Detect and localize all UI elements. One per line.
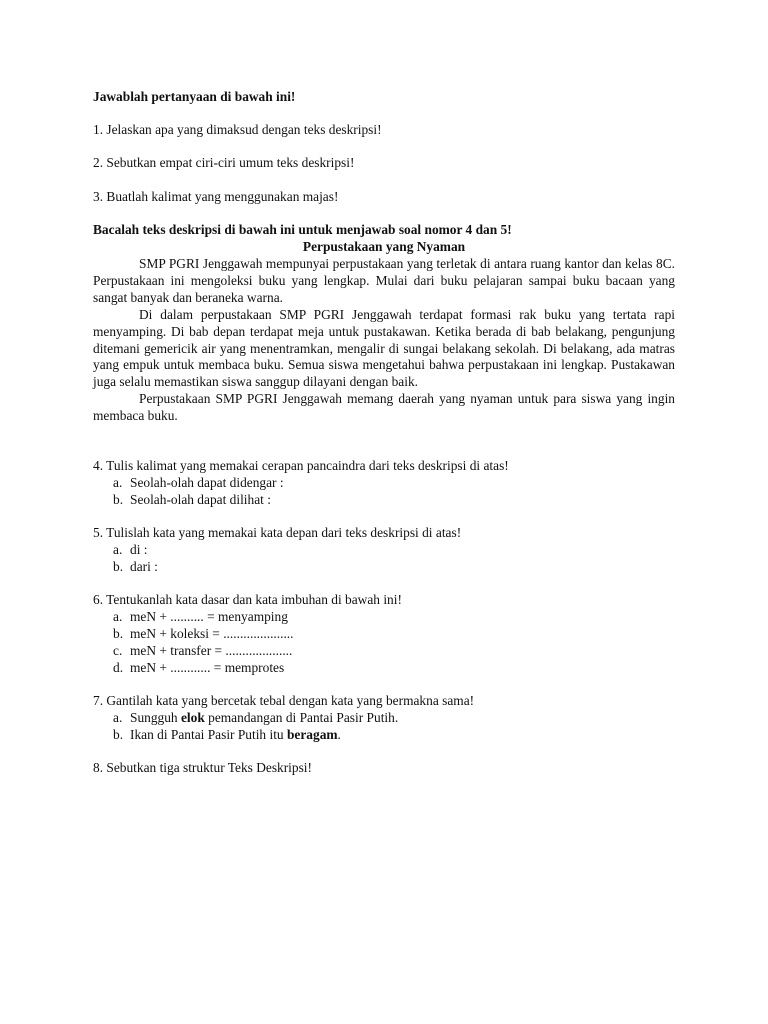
question-1: 1. Jelaskan apa yang dimaksud dengan teks deskripsi! (93, 122, 382, 137)
question-7: 7. Gantilah kata yang bercetak tebal dengan kata yang bermakna sama! (93, 693, 475, 708)
option-text: meN + ............ = memprotes (130, 660, 285, 675)
option-label: a. (113, 710, 123, 725)
option-text (130, 710, 398, 727)
option-label: b. (113, 727, 124, 742)
passage-paragraph-2: Di dalam perpustakaan SMP PGRI Jenggawah terdapat formasi rak buku yang tertata rapi menyamping. Di bab depan terdapat meja untuk pustakawan. Ketika berada di bab belakang, pengunjung ditemani gemericik air yang menentramkan, mengalir di sungai belakang sekolah. Di belakang, ada matras yang empuk untuk membaca buku. Semua siswa mengetahui bahwa perpustakaan ini lengkap. Pustakawan juga selalu memastikan siswa sanggup dilayani dengan baik. (93, 306, 675, 390)
question-8: 8. Sebutkan tiga struktur Teks Deskripsi! (93, 760, 312, 775)
instruction-heading: Jawablah pertanyaan di bawah ini! (93, 89, 296, 104)
text-after: . (337, 727, 341, 742)
option-text: dari : (130, 559, 158, 574)
option-text (130, 727, 341, 744)
text-before: Sungguh (130, 710, 181, 725)
option-label: c. (113, 643, 123, 658)
question-4: 4. Tulis kalimat yang memakai cerapan pancaindra dari teks deskripsi di atas! (93, 458, 509, 473)
option-label: b. (113, 626, 124, 641)
option-label: b. (113, 559, 124, 574)
text-after: pemandangan di Pantai Pasir Putih. (204, 710, 399, 725)
option-label: a. (113, 542, 123, 557)
option-text: meN + koleksi = ..................... (130, 626, 294, 641)
option-label: d. (113, 660, 124, 675)
option-text: meN + .......... = menyamping (130, 609, 288, 624)
option-label: a. (113, 609, 123, 624)
bold-word: beragam (286, 727, 338, 742)
option-text: Seolah-olah dapat dilihat : (130, 492, 271, 507)
passage-body (93, 256, 675, 425)
option-text: meN + transfer = .................... (130, 643, 293, 658)
reading-instruction: Bacalah teks deskripsi di bawah ini untuk menjawab soal nomor 4 dan 5! (93, 222, 512, 237)
question-3: 3. Buatlah kalimat yang menggunakan majas! (93, 189, 339, 204)
passage-paragraph-3: Perpustakaan SMP PGRI Jenggawah memang daerah yang nyaman untuk para siswa yang ingin membaca buku. (93, 391, 675, 424)
question-5: 5. Tulislah kata yang memakai kata depan dari teks deskripsi di atas! (93, 525, 462, 540)
passage-title: Perpustakaan yang Nyaman (302, 239, 466, 254)
text-before: Ikan di Pantai Pasir Putih itu (130, 727, 287, 742)
option-text: Seolah-olah dapat didengar : (130, 475, 284, 490)
option-text: di : (130, 542, 148, 557)
option-label: a. (113, 475, 123, 490)
passage-paragraph-1: SMP PGRI Jenggawah mempunyai perpustakaan yang terletak di antara ruang kantor dan kelas 8C. Perpustakaan ini mengoleksi buku yang lengkap. Mulai dari buku pelajaran sampai buku bacaan yang sangat banyak dan beraneka warna. (93, 256, 675, 305)
question-6: 6. Tentukanlah kata dasar dan kata imbuhan di bawah ini! (93, 592, 402, 607)
option-label: b. (113, 492, 124, 507)
bold-word: elok (180, 710, 205, 725)
question-2: 2. Sebutkan empat ciri-ciri umum teks deskripsi! (93, 155, 355, 170)
